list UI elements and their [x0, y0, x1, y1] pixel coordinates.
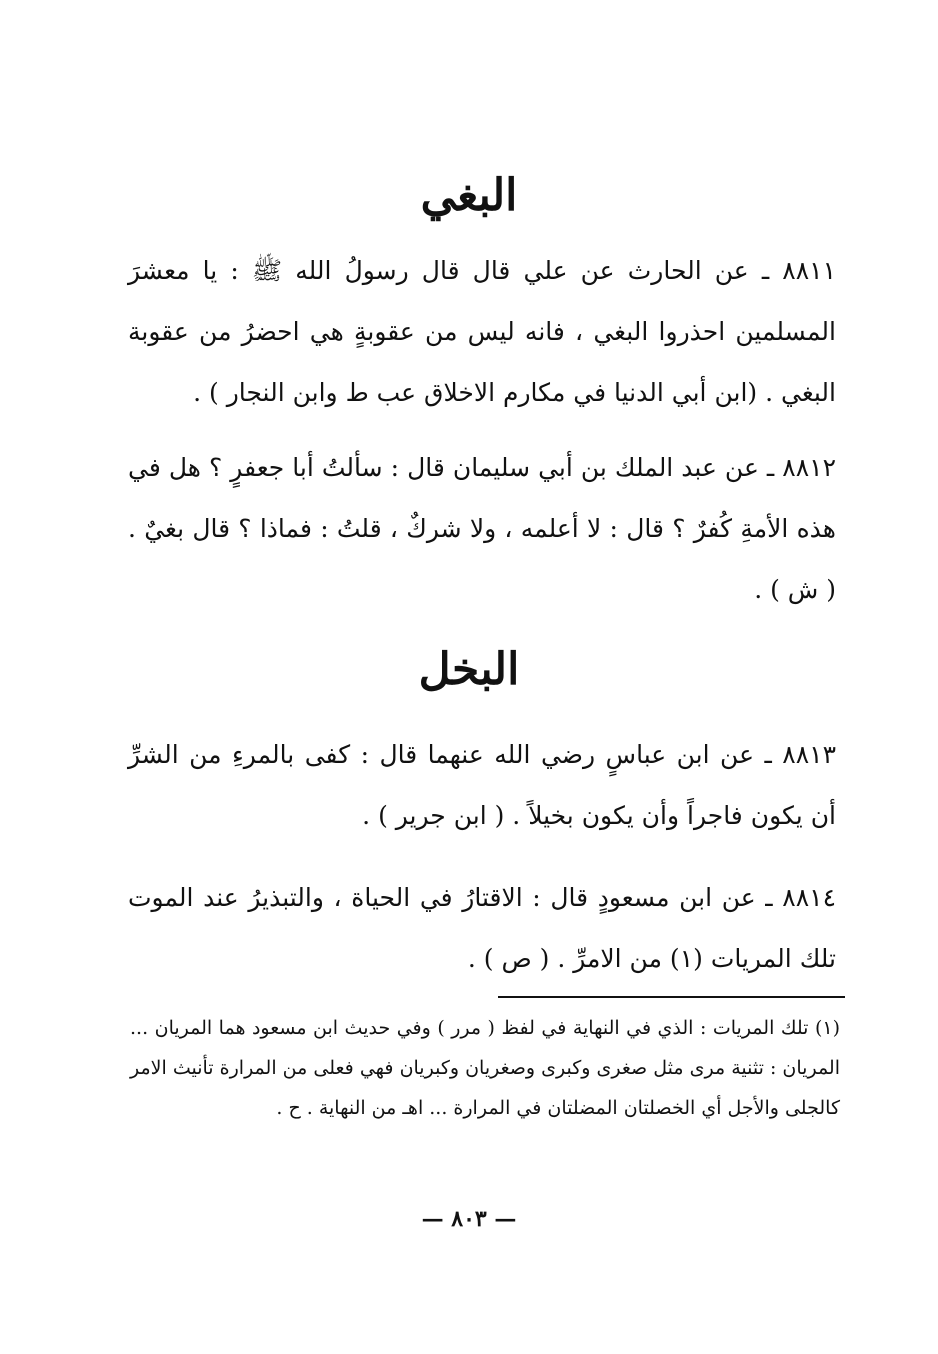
- entry-number: ٨٨١٣: [782, 740, 836, 769]
- section-heading-bukhl: البخل: [418, 644, 520, 695]
- hadith-entry-8812: [128, 437, 836, 620]
- entry-number: ٨٨١٤: [782, 883, 836, 912]
- entry-text: ـ عن ابن عباسٍ رضي الله عنهما قال : كفى بالمرءِ من الشرِّ أن يكون فاجراً وأن يكون بخيلاً . ( ابن جرير ) .: [128, 740, 836, 830]
- entry-number: ٨٨١٢: [782, 453, 836, 482]
- page-number: — ٨٠٣ —: [421, 1206, 517, 1232]
- footnote-divider: [498, 996, 845, 998]
- hadith-entry-8811: [128, 240, 836, 423]
- entry-text: ـ عن ابن مسعودٍ قال : الاقتارُ في الحياة ، والتبذيرُ عند الموت تلك المريات (١) من الامرِّ . ( ص ) .: [128, 883, 836, 973]
- entry-number: ٨٨١١: [782, 256, 836, 285]
- hadith-entry-8813: [128, 724, 836, 846]
- footnote: (١) تلك المريات : الذي في النهاية في لفظ ( مرر ) وفي حديث ابن مسعود هما المريان ... المريان : تثنية مرى مثل صغرى وكبرى وصغريان وكبريان فهي فعلى من المرارة تأنيث الامر كالجلى والأجل أي الخصلتان المضلتان في المرارة ... اهـ من النهاية . ح .: [130, 1017, 840, 1119]
- section-heading-baghy: البغي: [420, 170, 518, 221]
- hadith-entry-8814: [128, 867, 836, 989]
- entry-text: ـ عن عبد الملك بن أبي سليمان قال : سألتُ أبا جعفرٍ ؟ هل في هذه الأمةِ كُفرٌ ؟ قال : لا أعلمه ، ولا شركٌ ، قلتُ : فماذا ؟ قال بغيٌ . ( ش ) .: [128, 453, 836, 604]
- entry-text: ـ عن الحارث عن علي قال قال رسولُ الله ﷺ : يا معشرَ المسلمين احذروا البغي ، فانه ليس من عقوبةٍ هي احضرُ من عقوبة البغي . (ابن أبي الدنيا في مكارم الاخلاق عب ط وابن النجار ) .: [128, 256, 836, 407]
